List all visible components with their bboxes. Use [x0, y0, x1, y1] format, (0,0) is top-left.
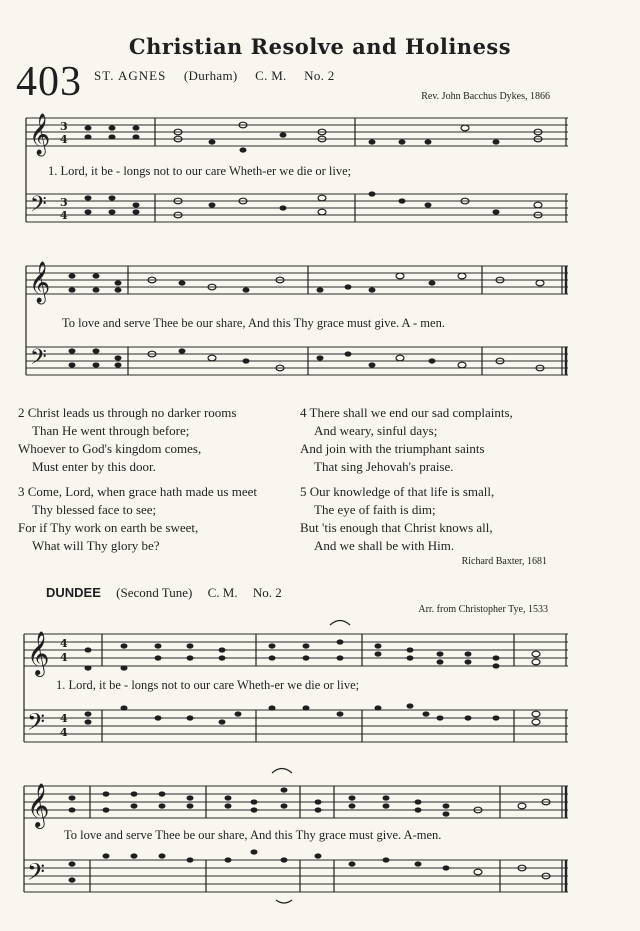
tune1-heading	[94, 68, 349, 84]
tune2-lyric-line2: To love and serve Thee be our share, And this Thy grace must give. A-men.	[64, 828, 442, 842]
bass-clef-icon: 𝄢	[27, 858, 46, 891]
verse-2	[18, 404, 236, 476]
tune2-name: DUNDEE	[46, 585, 101, 600]
treble-clef-icon: 𝄞	[27, 783, 50, 827]
bass-clef-icon: 𝄢	[27, 708, 46, 741]
verse-line: 5 Our knowledge of that life is small,	[300, 484, 495, 499]
tune2-meter: C. M.	[207, 585, 238, 600]
treble-clef-icon: 𝄞	[27, 631, 50, 675]
verse-line: Thy blessed face to see;	[32, 502, 157, 517]
svg-text:4: 4	[60, 133, 68, 146]
verse-3	[18, 483, 257, 555]
tune2-number: No. 2	[252, 585, 282, 600]
fermata-icon	[272, 769, 292, 774]
svg-text:4: 4	[60, 651, 68, 664]
verse-line: 2 Christ leads us through no darker rooms	[18, 405, 237, 420]
svg-text:3: 3	[60, 196, 68, 209]
tune1-name: ST. AGNES	[94, 68, 167, 83]
tune1-composer: Rev. John Bacchus Dykes, 1866	[421, 91, 550, 102]
treble-notes	[85, 122, 543, 152]
tune1-alt: (Durham)	[183, 68, 238, 83]
treble-clef-icon: 𝄞	[29, 114, 51, 155]
tune2-composer: Arr. from Christopher Tye, 1533	[418, 604, 548, 615]
verse-5	[300, 483, 494, 555]
tune2-lyric-line1: 1. Lord, it be - longs not to our care Wheth-er we die or live;	[56, 678, 360, 692]
bass-clef-icon: 𝄢	[30, 192, 47, 222]
verse-line: And weary, sinful days;	[314, 423, 438, 438]
verse-line: That sing Jehovah's praise.	[314, 459, 454, 474]
svg-text:4: 4	[60, 209, 68, 222]
tune1-meter: C. M.	[255, 68, 287, 83]
verse-line: The eye of faith is dim;	[314, 502, 436, 517]
verse-line: Whoever to God's kingdom comes,	[18, 441, 202, 456]
bass-notes	[85, 191, 543, 217]
treble-staff	[26, 118, 568, 146]
verse-line: And we shall be with Him.	[314, 538, 455, 553]
section-header: Christian Resolve and Holiness	[128, 34, 512, 59]
verse-line: Than He went through before;	[32, 423, 190, 438]
verse-line: 4 There shall we end our sad complaints,	[300, 405, 513, 420]
svg-text:4: 4	[60, 712, 68, 725]
tune2-heading	[46, 585, 294, 601]
svg-text:4: 4	[60, 726, 68, 739]
verse-line: But 'tis enough that Christ knows all,	[300, 520, 493, 535]
verse-4	[300, 404, 513, 476]
verse-line: For if Thy work on earth be sweet,	[18, 520, 199, 535]
tune1-lyric-line2: To love and serve Thee be our share, And this Thy grace must give. A - men.	[62, 316, 445, 330]
verse-line: Must enter by this door.	[32, 459, 156, 474]
treble-clef-icon: 𝄞	[29, 262, 51, 303]
tune1-system1	[0, 108, 640, 256]
svg-text:3: 3	[60, 120, 68, 133]
tune1-number: No. 2	[304, 68, 335, 83]
fermata-icon	[330, 621, 350, 626]
svg-text:4: 4	[60, 637, 68, 650]
bass-clef-icon: 𝄢	[30, 345, 47, 375]
verse-author: Richard Baxter, 1681	[461, 556, 547, 567]
verse-line: 3 Come, Lord, when grace hath made us meet	[18, 484, 257, 499]
verse-line: And join with the triumphant saints	[300, 441, 485, 456]
hymn-number: 403	[16, 59, 82, 105]
tune1-lyric-line1: 1. Lord, it be - longs not to our care Wheth-er we die or live;	[48, 164, 352, 178]
tune2-alt: (Second Tune)	[116, 585, 193, 600]
fermata-icon	[276, 900, 292, 903]
verse-line: What will Thy glory be?	[32, 538, 160, 553]
bass-staff	[26, 194, 568, 222]
